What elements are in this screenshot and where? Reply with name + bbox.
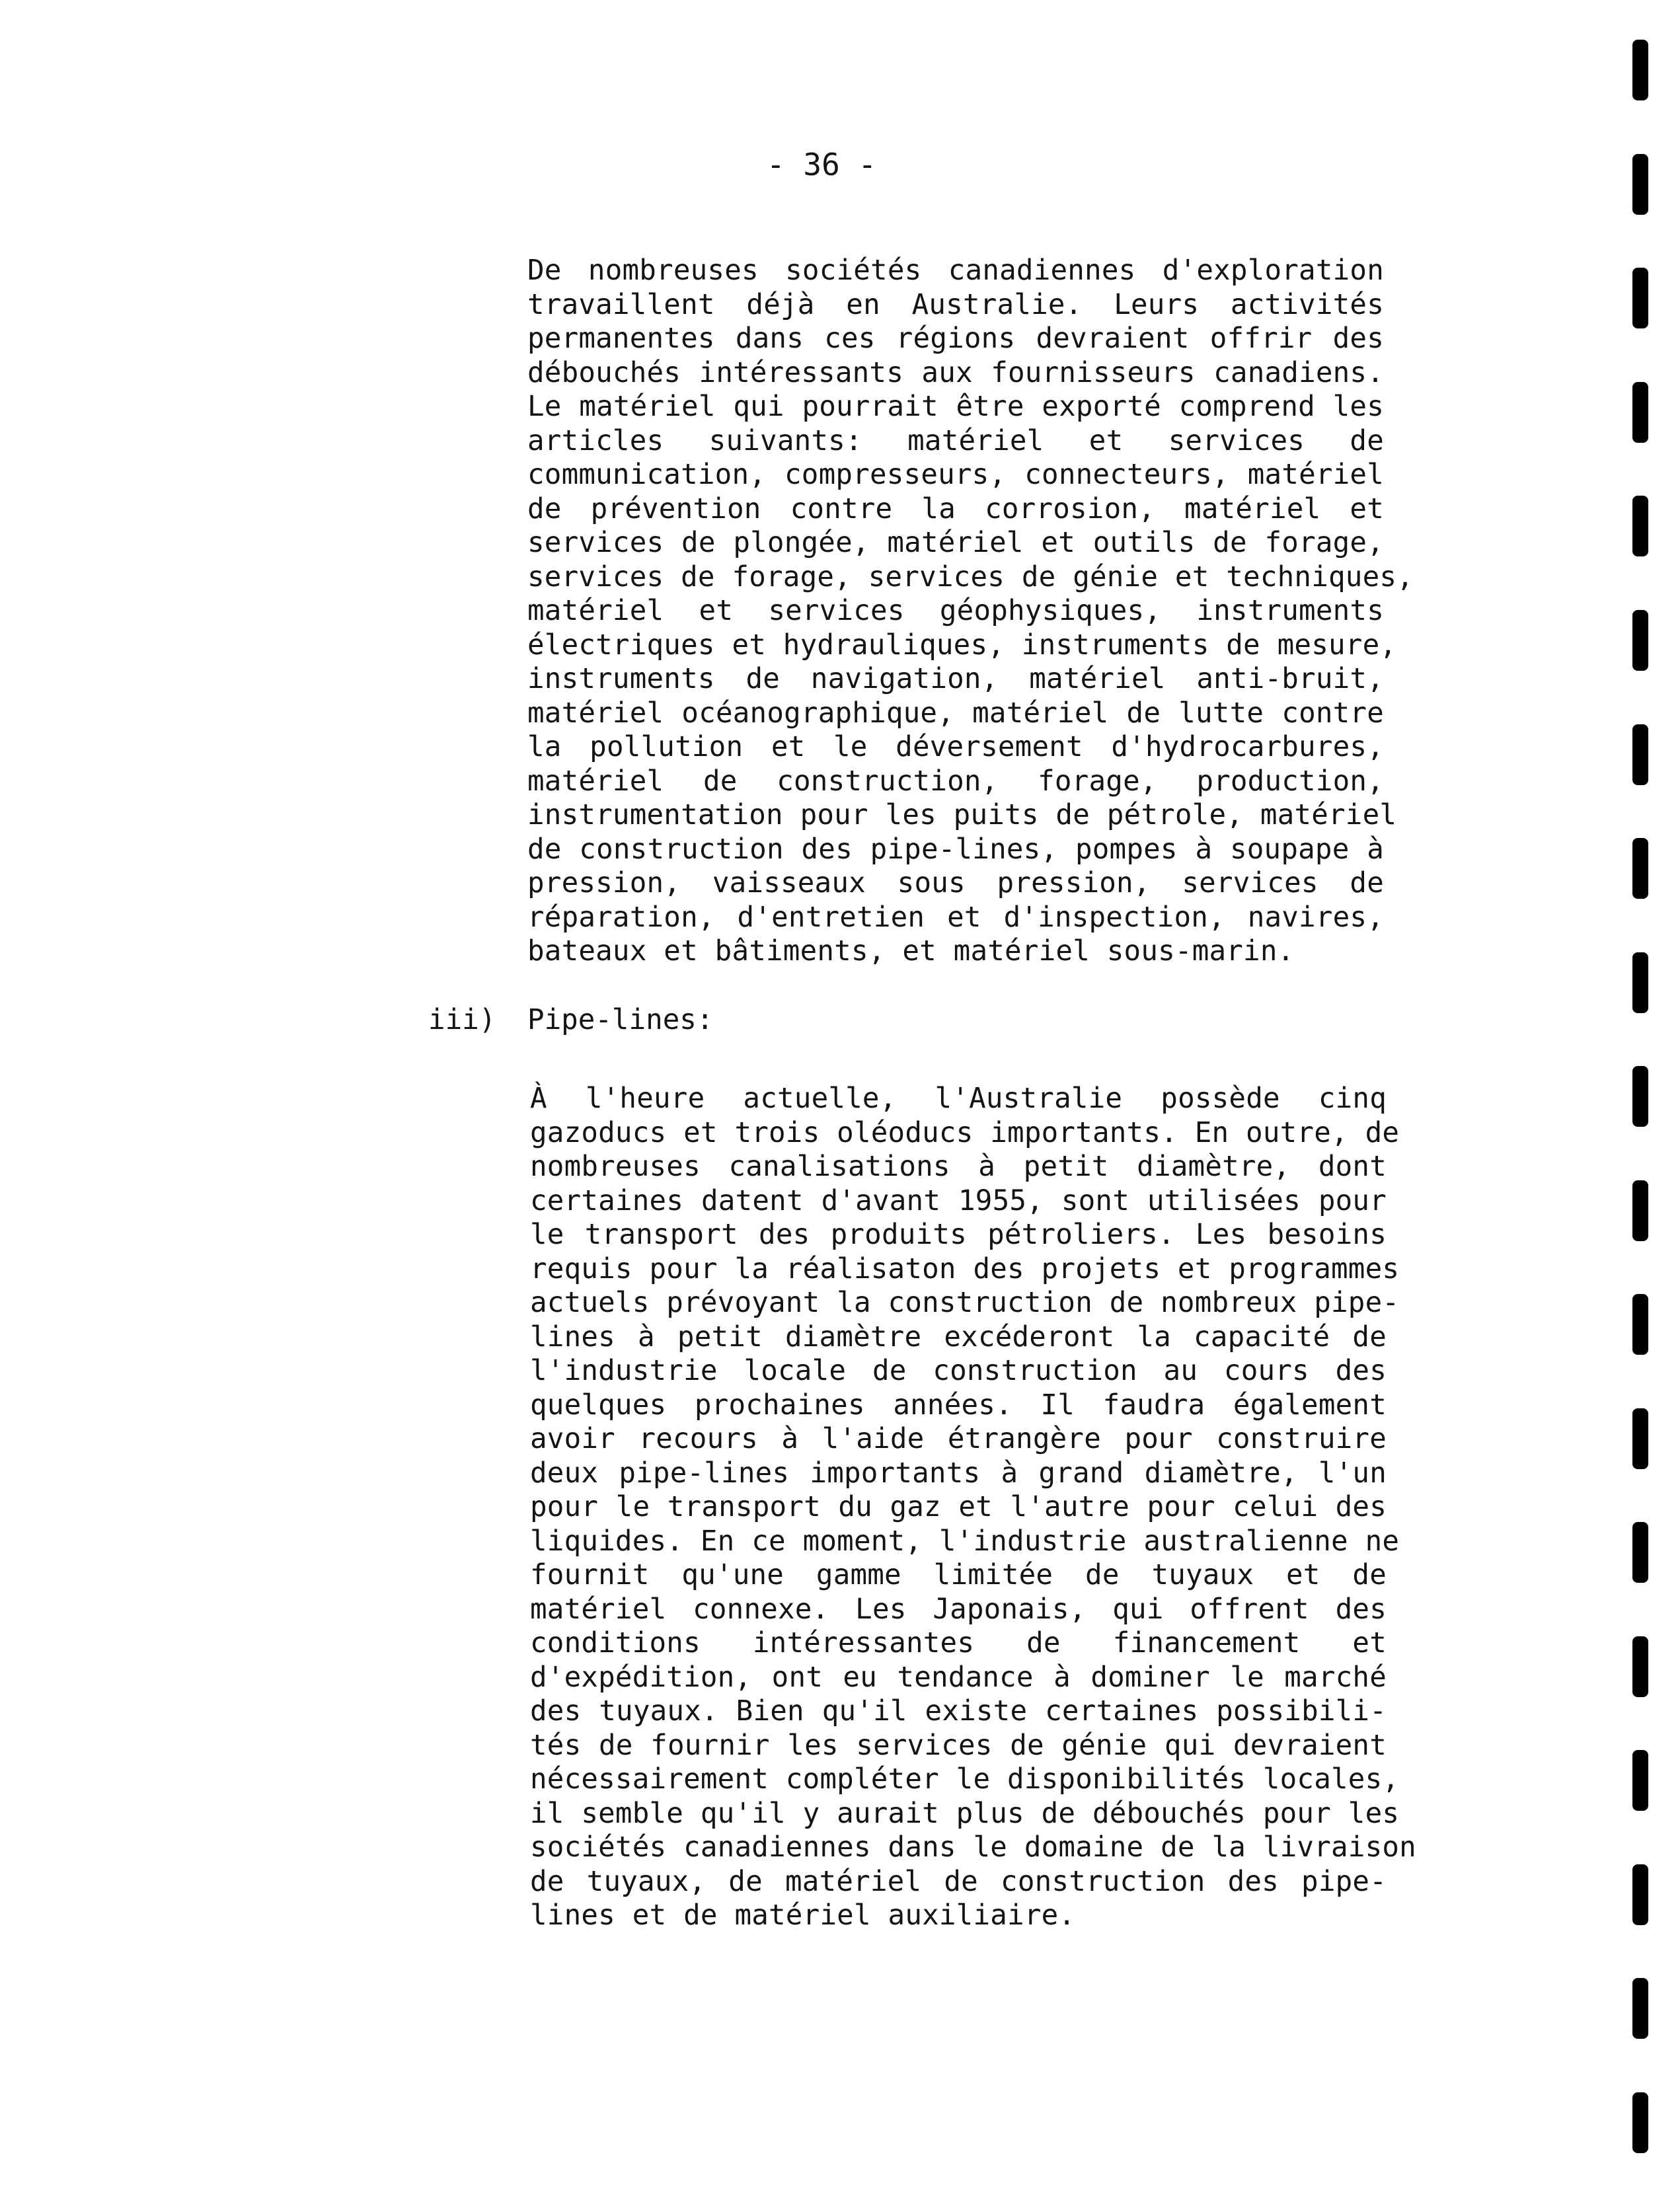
binding-mark bbox=[1632, 496, 1648, 556]
text-line: matériel et services géophysiques, instruments bbox=[527, 595, 1384, 627]
binding-mark bbox=[1632, 1864, 1648, 1925]
text-line: matériel océanographique, matériel de lutte contre bbox=[527, 697, 1384, 730]
text-line: l'industrie locale de construction au cours des bbox=[530, 1355, 1387, 1387]
text-line: nécessairement compléter le disponibilités locales, bbox=[530, 1763, 1400, 1796]
text-line: requis pour la réalisaton des projets et programmes bbox=[530, 1252, 1400, 1285]
binding-mark bbox=[1632, 1750, 1648, 1811]
binding-mark bbox=[1632, 1180, 1648, 1241]
paragraph-pipelines bbox=[530, 1082, 1416, 1933]
binding-mark bbox=[1632, 838, 1648, 899]
text-line: réparation, d'entretien et d'inspection, navires, bbox=[527, 901, 1384, 934]
text-line: lines et de matériel auxiliaire. bbox=[530, 1899, 1076, 1932]
text-line: fournit qu'une gamme limitée de tuyaux et de bbox=[530, 1559, 1387, 1591]
section-heading: Pipe-lines: bbox=[527, 1004, 714, 1036]
binding-mark bbox=[1632, 268, 1648, 328]
binding-mark bbox=[1632, 2092, 1648, 2153]
binding-mark bbox=[1632, 952, 1648, 1013]
text-line: d'expédition, ont eu tendance à dominer le marché bbox=[530, 1661, 1387, 1694]
binding-mark bbox=[1632, 1066, 1648, 1127]
binding-mark bbox=[1632, 154, 1648, 215]
text-line: services de forage, services de génie et techniques, bbox=[527, 560, 1414, 593]
text-line: quelques prochaines années. Il faudra également bbox=[530, 1388, 1387, 1422]
text-line: de construction des pipe-lines, pompes à soupape à bbox=[527, 833, 1384, 866]
text-line: des tuyaux. Bien qu'il existe certaines possibili- bbox=[530, 1695, 1387, 1728]
binding-mark bbox=[1632, 1408, 1648, 1469]
text-line: débouchés intéressants aux fournisseurs canadiens. bbox=[527, 356, 1384, 389]
text-line: matériel de construction, forage, production, bbox=[527, 765, 1384, 798]
text-line: communication, compresseurs, connecteurs, matériel bbox=[527, 459, 1384, 491]
text-line: permanentes dans ces régions devraient offrir des bbox=[527, 323, 1384, 355]
text-line: liquides. En ce moment, l'industrie australienne ne bbox=[530, 1525, 1400, 1558]
text-line: services de plongée, matériel et outils de forage, bbox=[527, 527, 1384, 559]
text-line: conditions intéressantes de financement et bbox=[530, 1627, 1387, 1659]
text-line: électriques et hydrauliques, instruments de mesure, bbox=[527, 628, 1397, 662]
text-line: travaillent déjà en Australie. Leurs activités bbox=[527, 288, 1384, 321]
text-line: la pollution et le déversement d'hydrocarbures, bbox=[527, 731, 1384, 763]
text-line: actuels prévoyant la construction de nombreux pipe- bbox=[530, 1287, 1400, 1319]
binding-mark bbox=[1632, 1636, 1648, 1697]
binding-mark bbox=[1632, 724, 1648, 785]
text-line: de prévention contre la corrosion, matériel et bbox=[527, 492, 1384, 525]
text-line: il semble qu'il y aurait plus de débouchés pour les bbox=[530, 1797, 1400, 1830]
text-line: pression, vaisseaux sous pression, services de bbox=[527, 867, 1384, 899]
binding-mark bbox=[1632, 1978, 1648, 2039]
text-line: instruments de navigation, matériel anti-bruit, bbox=[527, 663, 1384, 695]
text-line: pour le transport du gaz et l'autre pour celui des bbox=[530, 1491, 1387, 1523]
text-line: matériel connexe. Les Japonais, qui offrent des bbox=[530, 1593, 1387, 1626]
text-line: Le matériel qui pourrait être exporté comprend les bbox=[527, 391, 1384, 423]
text-line: articles suivants: matériel et services de bbox=[527, 424, 1384, 457]
text-line: certaines datent d'avant 1955, sont utilisées pour bbox=[530, 1184, 1387, 1217]
paragraph-exploration-equipment bbox=[527, 254, 1414, 969]
text-line: À l'heure actuelle, l'Australie possède cinq bbox=[530, 1083, 1387, 1115]
text-line: bateaux et bâtiments, et matériel sous-marin. bbox=[527, 935, 1295, 968]
binding-mark bbox=[1632, 382, 1648, 443]
text-line: lines à petit diamètre excéderont la capacité de bbox=[530, 1320, 1387, 1353]
text-line: le transport des produits pétroliers. Les besoins bbox=[530, 1219, 1387, 1251]
page-number: - 36 - bbox=[767, 147, 877, 182]
text-line: deux pipe-lines importants à grand diamètre, l'un bbox=[530, 1457, 1387, 1490]
binding-mark bbox=[1632, 610, 1648, 671]
binding-mark bbox=[1632, 40, 1648, 100]
section-marker: iii) bbox=[428, 1004, 496, 1036]
text-line: sociétés canadiennes dans le domaine de la livraison bbox=[530, 1831, 1416, 1864]
text-line: avoir recours à l'aide étrangère pour construire bbox=[530, 1423, 1387, 1455]
text-line: nombreuses canalisations à petit diamètre, dont bbox=[530, 1151, 1387, 1183]
text-line: instrumentation pour les puits de pétrole, matériel bbox=[527, 799, 1397, 831]
binding-mark bbox=[1632, 1522, 1648, 1583]
text-line: De nombreuses sociétés canadiennes d'exploration bbox=[527, 254, 1384, 287]
binding-mark bbox=[1632, 1294, 1648, 1355]
text-line: de tuyaux, de matériel de construction des pipe- bbox=[530, 1865, 1387, 1898]
text-line: gazoducs et trois oléoducs importants. En outre, de bbox=[530, 1116, 1400, 1149]
text-line: tés de fournir les services de génie qui devraient bbox=[530, 1729, 1387, 1762]
